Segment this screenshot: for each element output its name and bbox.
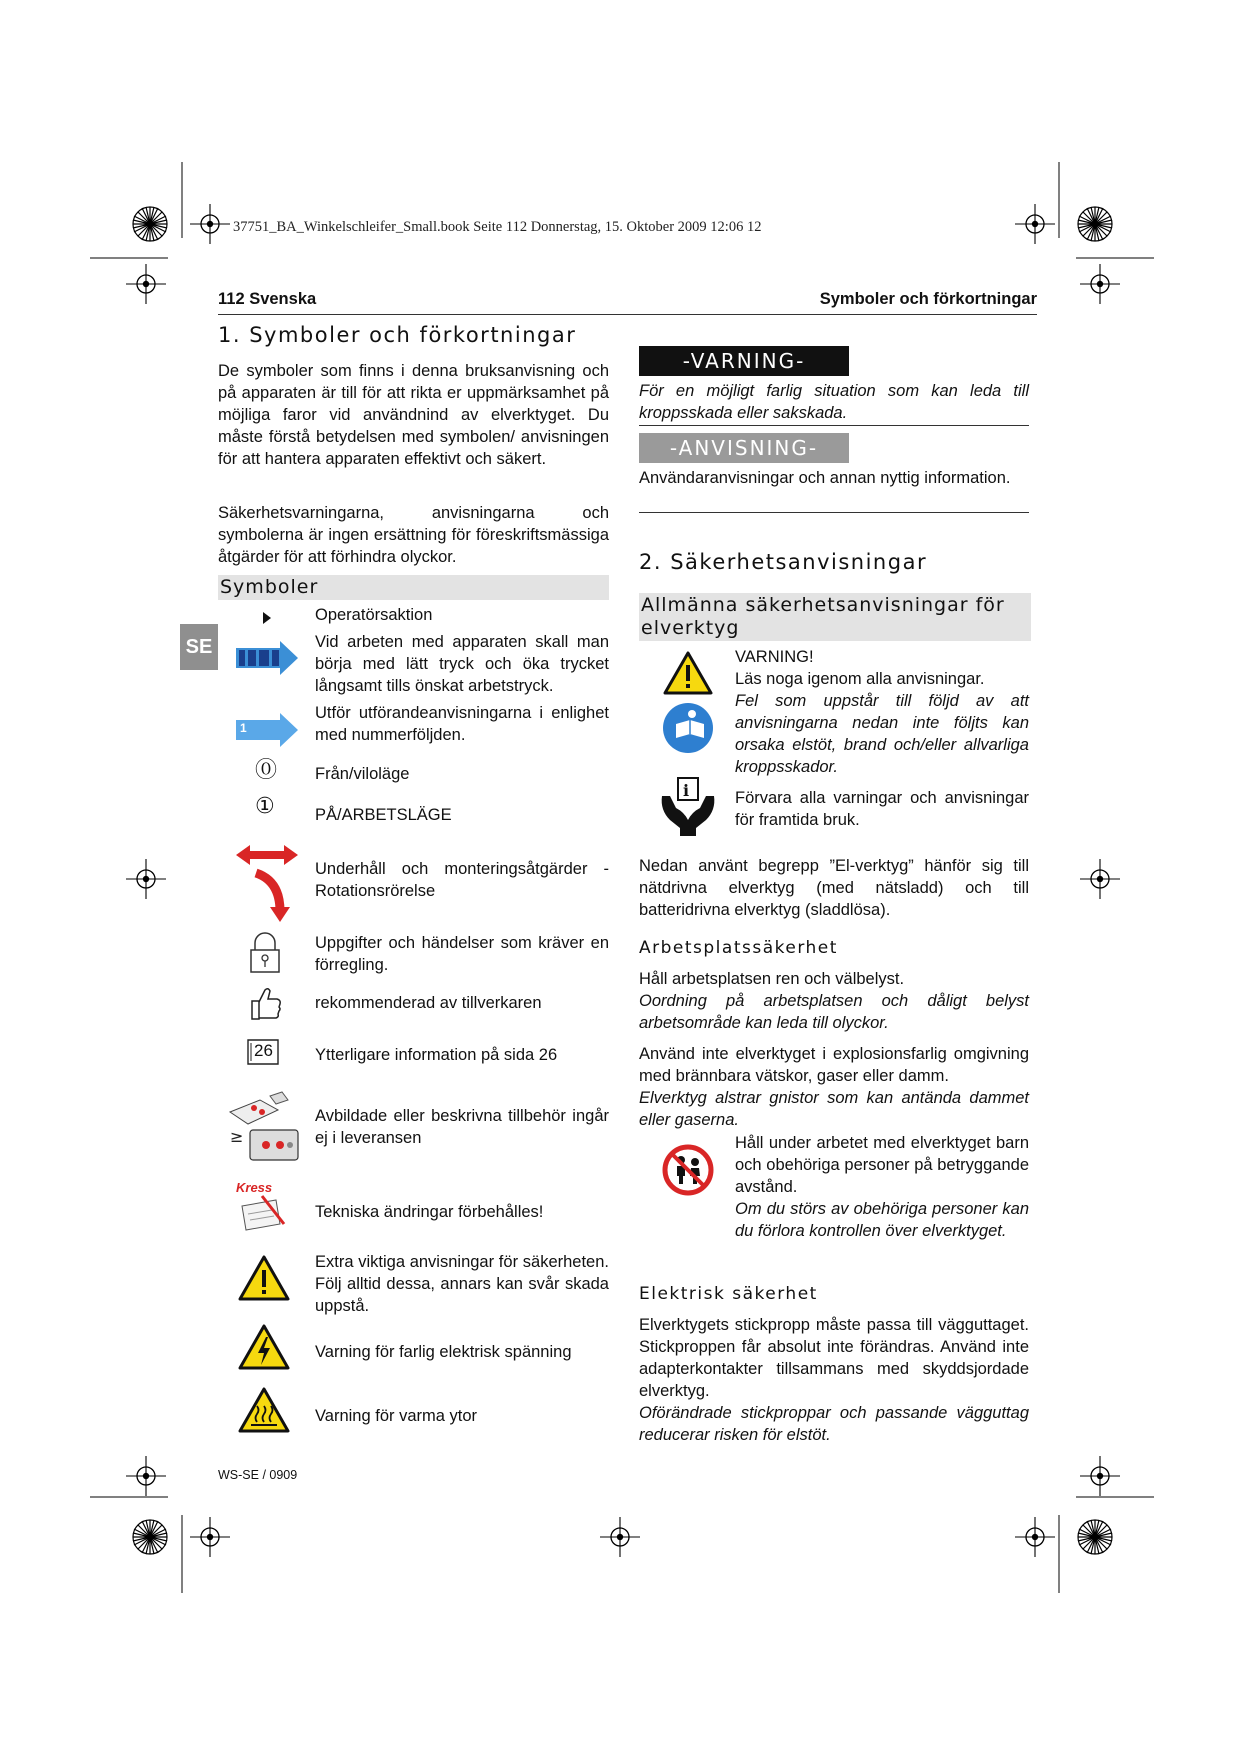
symbol-text-technical-changes: Tekniska ändringar förbehålles! bbox=[315, 1203, 544, 1221]
rotation-arrows-icon bbox=[234, 843, 300, 923]
language-tab: SE bbox=[180, 624, 218, 670]
padlock-icon bbox=[248, 932, 282, 974]
workplace-rule-1 bbox=[639, 968, 1029, 1034]
symbol-text-maintenance: Underhåll och monteringsåtgärder - Rotationsrörelse bbox=[315, 860, 609, 900]
electrical-rule-1-text: Elverktygets stickpropp måste passa till vägguttaget. Stickproppen får absolut inte förändras. Använd inte adapterkontakter tillsammans med skyddsjordade elverktyg. bbox=[639, 1316, 1029, 1400]
note-text: Användaranvisningar och annan nyttig information. bbox=[639, 469, 1011, 487]
power-tool-term-text: Nedan använt begrepp ”El-verktyg” hänför sig till nätdrivna elverktyg (med nätsladd) och till batteridrivna elverktyg (sladdlösa). bbox=[639, 857, 1029, 919]
symbol-text-recommended: rekommenderad av tillverkaren bbox=[315, 994, 542, 1012]
keep-children-away-reason: Om du störs av obehöriga personer kan du förlora kontrollen över elverktyget. bbox=[735, 1200, 1029, 1240]
warning-consequence: Fel som uppstår till följd av att anvisningarna nedan inte följts kan orsaka elstöt, brand och/eller allvarliga kroppsskador. bbox=[735, 692, 1029, 776]
numbered-arrow-icon bbox=[234, 712, 300, 748]
keep-children-away-text: Håll under arbetet med elverktyget barn och obehöriga personer på betryggande avstånd. bbox=[735, 1134, 1029, 1196]
chapter-header: Symboler och förkortningar bbox=[819, 290, 1037, 308]
section1-title: 1. Symboler och förkortningar bbox=[218, 323, 577, 347]
arrow-step-number: 1 bbox=[240, 721, 247, 735]
symbol-text-sequence: Utför utförandeanvisningarna i enlighet med nummerföljden. bbox=[315, 704, 609, 744]
symbol-text-interlock: Uppgifter och händelser som kräver en förregling. bbox=[315, 934, 609, 974]
warning-triangle-icon bbox=[237, 1254, 291, 1302]
page-reference-number: 26 bbox=[254, 1041, 273, 1060]
note-rule bbox=[639, 512, 1029, 513]
symbol-text-off: Från/viloläge bbox=[315, 765, 410, 783]
svg-text:≥: ≥ bbox=[230, 1127, 244, 1146]
keep-instructions-icon bbox=[658, 776, 718, 838]
header-rule bbox=[218, 314, 1037, 315]
electrical-safety-heading: Elektrisk säkerhet bbox=[639, 1284, 818, 1304]
warning-text: För en möjligt farlig situation som kan leda till kroppsskada eller sakskada. bbox=[639, 382, 1029, 422]
triangle-bullet-icon bbox=[262, 611, 272, 625]
workplace-rule-1-reason: Oordning på arbetsplatsen och dåligt belyst arbetsområde kan leda till olyckor. bbox=[639, 992, 1029, 1032]
keep-children-away-icon bbox=[662, 1144, 714, 1196]
accessories-icon bbox=[226, 1090, 304, 1166]
warning-rule bbox=[639, 425, 1029, 426]
section1-paragraph-2: Säkerhetsvarningarna, anvisningarna och symbolerna är ingen ersättning för föreskriftsmässiga åtgärder för att förhindra olyckor. bbox=[218, 504, 609, 566]
symbol-text-hot: Varning för varma ytor bbox=[315, 1407, 478, 1425]
on-position-icon: ① bbox=[255, 794, 275, 819]
electrical-rule-1-reason: Oförändrade stickproppar och passande vägguttag reducerar risken för elstöt. bbox=[639, 1404, 1029, 1444]
electric-hazard-icon bbox=[237, 1323, 291, 1371]
svg-text:i: i bbox=[683, 781, 690, 800]
workplace-rule-2 bbox=[639, 1043, 1029, 1131]
symbol-text-on: PÅ/ARBETSLÄGE bbox=[315, 806, 452, 824]
general-safety-heading: Allmänna säkerhetsanvisningar för elverktyg bbox=[639, 593, 1031, 641]
warning-block bbox=[735, 646, 1029, 778]
symbol-text-safety: Extra viktiga anvisningar för säkerheten. Följ alltid dessa, annars kan svår skada uppstå. bbox=[315, 1253, 609, 1315]
warning-label: -VARNING- bbox=[639, 346, 849, 376]
symbol-text-pressure: Vid arbeten med apparaten skall man börja med lätt tryck och öka trycket långsamt tills önskat arbetstryck. bbox=[315, 633, 609, 695]
warning-triangle-icon bbox=[662, 650, 714, 696]
symbol-text-more-info: Ytterligare information på sida 26 bbox=[315, 1046, 558, 1064]
pressure-arrow-icon bbox=[234, 640, 300, 676]
workplace-rule-2-reason: Elverktyg alstrar gnistor som kan antända dammet eller gaserna. bbox=[639, 1089, 1029, 1129]
thumbs-up-icon bbox=[248, 985, 282, 1023]
warning-title: VARNING! bbox=[735, 648, 814, 666]
section1-paragraph-1: De symboler som finns i denna bruksanvisning och på apparaten är till för att rikta er uppmärksamhet på möjliga faror vid användnind av elverktyget. Du måste förstå betydelsen med symbolen/ anvisningen för att hantera apparaten effektivt och säkert. bbox=[218, 362, 609, 468]
electrical-rule-1 bbox=[639, 1314, 1029, 1446]
workplace-safety-heading: Arbetsplatssäkerhet bbox=[639, 938, 838, 958]
symbols-heading: Symboler bbox=[218, 575, 609, 600]
section2-title: 2. Säkerhetsanvisningar bbox=[639, 550, 928, 574]
workplace-rule-2-text: Använd inte elverktyget i explosionsfarlig omgivning med brännbara vätskor, gaser eller damm. bbox=[639, 1045, 1029, 1085]
kress-logo-text: Kress bbox=[236, 1180, 273, 1195]
book-file-line: 37751_BA_Winkelschleifer_Small.book Seite 112 Donnerstag, 15. Oktober 2009 12:06 12 bbox=[233, 219, 762, 235]
read-manual-icon bbox=[662, 702, 714, 754]
symbol-text-electric: Varning för farlig elektrisk spänning bbox=[315, 1343, 572, 1361]
keep-children-away bbox=[735, 1132, 1029, 1242]
off-position-icon: ⓪ bbox=[255, 758, 278, 783]
page-number-header: 112 Svenska bbox=[218, 290, 317, 308]
kress-logo-icon bbox=[232, 1180, 302, 1234]
hot-surface-icon bbox=[237, 1386, 291, 1434]
footer-code: WS-SE / 0909 bbox=[218, 1468, 298, 1482]
symbol-text-operator-action: Operatörsaktion bbox=[315, 606, 433, 624]
symbol-text-accessories: Avbildade eller beskrivna tillbehör ingår ej i leveransen bbox=[315, 1107, 609, 1147]
warning-read-line: Läs noga igenom alla anvisningar. bbox=[735, 670, 985, 688]
keep-instructions-text: Förvara alla varningar och anvisningar för framtida bruk. bbox=[735, 789, 1029, 829]
workplace-rule-1-text: Håll arbetsplatsen ren och välbelyst. bbox=[639, 970, 905, 988]
page-reference-icon bbox=[245, 1037, 281, 1067]
note-label: -ANVISNING- bbox=[639, 433, 849, 463]
